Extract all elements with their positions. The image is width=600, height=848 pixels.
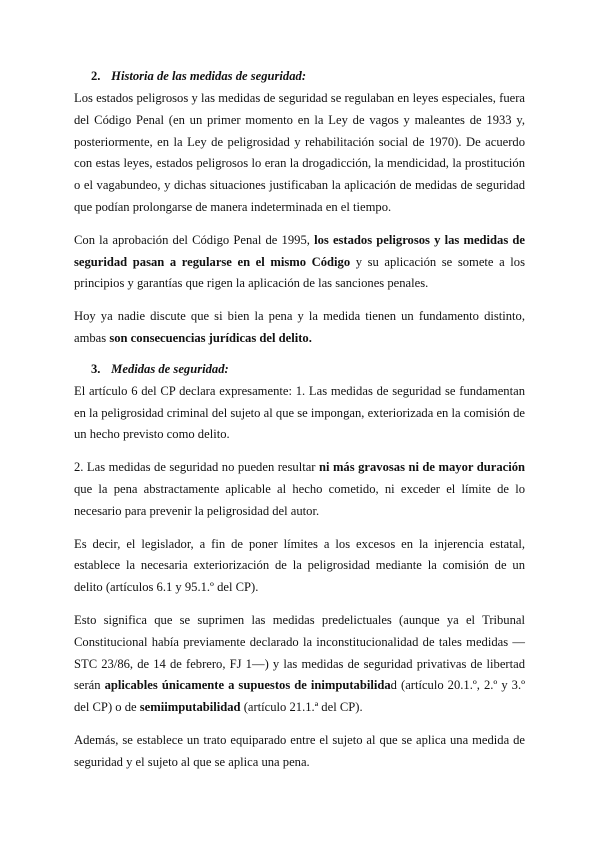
section-title: Historia de las medidas de seguridad: — [111, 69, 307, 83]
text-run: que la pena abstractamente aplicable al hecho cometido, ni exceder el límite de lo necesario para prevenir la peligrosidad del autor. — [74, 481, 525, 518]
section-number: 2. — [91, 69, 101, 83]
paragraph-measures-1: El artículo 6 del CP declara expresamente: 1. Las medidas de seguridad se fundamentan en la peligrosidad criminal del sujeto al que se impongan, exteriorizada en la comisión de un hecho previsto como delito. — [74, 383, 525, 442]
paragraph-measures-5: Además, se establece un trato equiparado entre el sujeto al que se aplica una medida de seguridad y el sujeto al que se aplica una pena. — [74, 732, 525, 769]
paragraph-history-2 — [74, 230, 525, 295]
section-heading-measures — [74, 362, 525, 377]
paragraph-history-1: Los estados peligrosos y las medidas de seguridad se regulaban en leyes especiales, fuera del Código Penal (en un primer momento en la Ley de vagos y maleantes de 1933 y, posteriormente, en la Ley de peligrosidad y rehabilitación social de 1970). De acuerdo con estas leyes, estados peligrosos lo eran la drogadicción, la mendicidad, la prostitución o el vagabundeo, y dichas situaciones justificaban la aplicación de medidas de seguridad que podían prolongarse de manera indeterminada en el tiempo. — [74, 91, 525, 214]
text-run: Hoy ya nadie discute que si bien la pena y la medida tienen un fundamento distinto, ambas — [74, 309, 525, 345]
section-title: Medidas de seguridad: — [111, 361, 229, 376]
bold-text: aplicables únicamente a supuestos de inimputabilida — [104, 678, 391, 693]
bold-text: son consecuencias jurídicas del delito. — [109, 330, 312, 345]
paragraph-history-3 — [74, 306, 525, 350]
bold-text: semiimputabilidad — [139, 700, 241, 715]
section-number: 3. — [91, 361, 101, 376]
bold-text: los estados peligrosos y las medidas de seguridad pasan a regularse en el mismo Código — [74, 232, 526, 269]
section-heading-history — [74, 69, 525, 84]
bold-text: ni más gravosas ni de mayor duración — [318, 460, 526, 475]
text-run: Esto significa que se suprimen las medidas predelictuales (aunque ya el Tribunal Constitucional había previamente declarado la inconstitucionalidad de tales medidas —STC 23/86, de 14 de febrero, FJ 1—) y las medidas de seguridad privativas de libertad serán — [74, 612, 525, 693]
paragraph-measures-4 — [74, 610, 525, 719]
text-run: y su aplicación se somete a los principios y garantías que rigen la aplicación de las sanciones penales. — [74, 254, 525, 291]
text-run: d (artículo 20.1.º, 2.º y 3.º del CP) o de — [74, 678, 525, 715]
paragraph-measures-3: Es decir, el legislador, a fin de poner límites a los excesos en la injerencia estatal, establece la necesaria exteriorización de la peligrosidad mediante la comisión de un delito (artículos 6.1 y 95.1.º del CP). — [74, 536, 525, 595]
text-run: Con la aprobación del Código Penal de 1995, — [74, 232, 315, 247]
document-page — [74, 69, 525, 774]
text-run: 2. Las medidas de seguridad no pueden resultar — [74, 460, 319, 475]
text-run: (artículo 21.1.ª del CP). — [240, 700, 363, 715]
paragraph-measures-2 — [74, 457, 525, 522]
